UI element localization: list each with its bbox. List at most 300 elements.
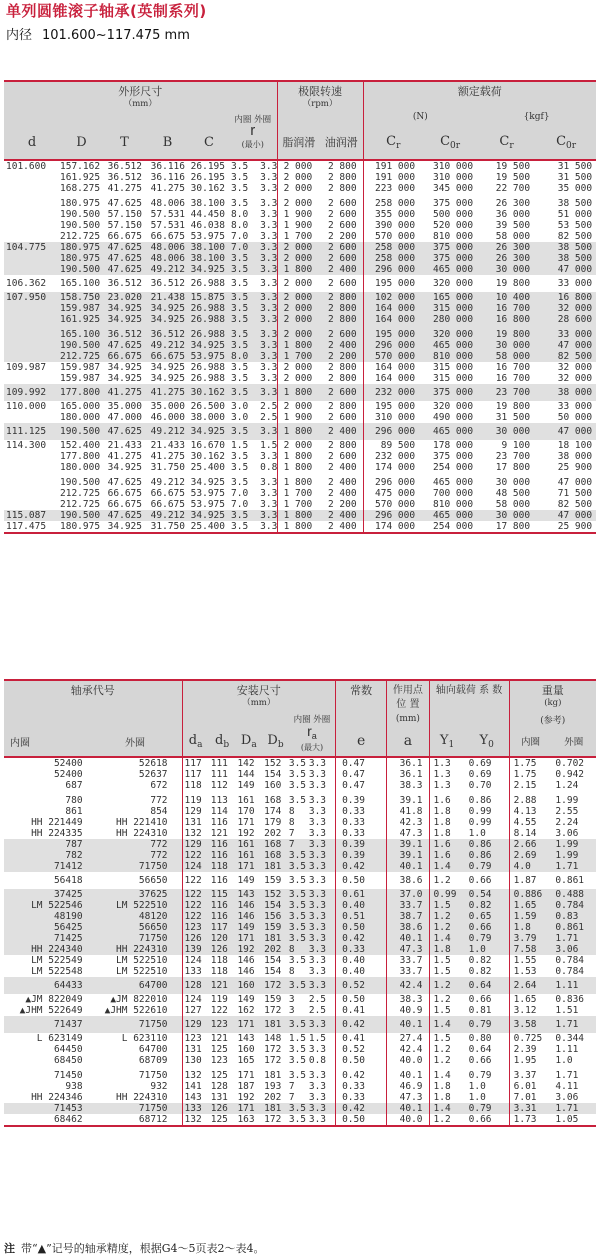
cell-c0k: 38 000 (536, 384, 596, 401)
code-title: 轴承代号 (4, 680, 182, 712)
cell-c0n: 315 000 (423, 303, 477, 314)
cell-c0n: 320 000 (433, 401, 474, 412)
cell-Db: 181 (262, 933, 289, 944)
cell-r1 (229, 253, 277, 264)
cell-crn: 296 000 (363, 423, 423, 440)
cell-B: 34.925 (150, 362, 185, 373)
cell-crn: 232 000 (363, 384, 423, 401)
cell-c0k: 53 500 (557, 220, 593, 231)
cell-in: 68462 (53, 1114, 83, 1125)
cell-r-inner: 3.5 (231, 253, 249, 264)
cell-c0n: 310 000 (433, 161, 474, 172)
cell-c0k: 47 000 (536, 264, 596, 275)
cell-y1: 1.8 (429, 828, 465, 839)
cell-Da: 162 (237, 1005, 255, 1016)
cell-r1 (289, 889, 336, 900)
cell-r-inner: 3.5 (231, 303, 249, 314)
cell-r-outer: 0.8 (260, 462, 278, 473)
cell-wi: 7.01 (509, 1092, 551, 1103)
table-row (4, 161, 596, 172)
cell-crn: 164 000 (363, 314, 423, 325)
load-unit-n: (N) (363, 109, 477, 125)
cell-crn: 310 000 (363, 412, 423, 423)
cell-Da: 192 (237, 828, 255, 839)
cell-y1: 1.5 (429, 1005, 465, 1016)
cell-r-inner: 3.5 (231, 510, 249, 521)
cell-da: 122 (182, 900, 209, 911)
table-row (4, 373, 596, 384)
cell-o: 2 600 (320, 329, 363, 340)
cell-T: 47.625 (103, 340, 146, 351)
cell-ra-inner: 3.5 (288, 1055, 307, 1066)
cell-out: 71750 (89, 1016, 182, 1033)
cell-c0n: 320 000 (423, 329, 477, 340)
cell-da: 117 (182, 769, 209, 780)
cell-B: 48.006 (146, 242, 189, 253)
cell-c0n: 178 000 (433, 440, 474, 451)
cell-o: 2 600 (320, 253, 363, 264)
cell-e: 0.47 (336, 769, 387, 780)
cell-d (4, 477, 60, 488)
cell-out: 68709 (138, 1055, 168, 1066)
table-row (4, 340, 596, 351)
cell-crk: 31 500 (495, 412, 531, 423)
cell-r1 (289, 944, 336, 955)
table-row (4, 795, 596, 806)
cell-T: 47.625 (107, 477, 142, 488)
cell-ra-inner: 3.5 (288, 911, 307, 922)
cell-r-outer: 3.3 (260, 264, 278, 275)
table-row (4, 872, 596, 889)
cell-ra-outer: 3.3 (308, 806, 327, 817)
cell-c0n: 465 000 (423, 340, 477, 351)
cell-Db: 168 (264, 795, 282, 806)
cell-ra-inner: 8 (288, 817, 295, 828)
cell-y1: 1.8 (429, 817, 465, 828)
cell-r-inner: 3.5 (231, 278, 249, 289)
cell-ra-outer: 1.5 (308, 1033, 327, 1044)
cell-e: 0.50 (336, 922, 387, 933)
cell-ra-inner: 3.5 (288, 861, 307, 872)
cell-out: 64700 (138, 1044, 168, 1055)
mounting-table (4, 679, 596, 1127)
cell-r-inner: 3.5 (231, 426, 249, 437)
cell-ra-outer: 3.3 (308, 828, 327, 839)
cell-D: 180.000 (60, 462, 101, 473)
cell-y0: 0.86 (468, 795, 492, 806)
cell-Db: 181 (262, 861, 289, 872)
cell-B: 57.531 (150, 220, 185, 231)
dimensions-table-header (4, 81, 596, 161)
cell-c0n: 345 000 (433, 183, 474, 194)
cell-r-inner: 8.0 (231, 220, 249, 231)
col-D: D (60, 125, 103, 159)
cell-g: 2 000 (277, 183, 320, 194)
cell-y0: 0.66 (468, 875, 492, 886)
cell-Da: 171 (235, 1016, 262, 1033)
cell-g: 2 000 (277, 440, 320, 451)
cell-y0: 0.79 (468, 1070, 492, 1081)
col-da: $d_a$ (182, 726, 209, 756)
cell-Da: 163 (237, 1114, 255, 1125)
table-row (4, 329, 596, 340)
load-point-unit: (mm) (387, 712, 429, 726)
table-row (4, 314, 596, 325)
cell-ra-inner: 3 (288, 994, 295, 1005)
cell-y1: 1.2 (429, 1044, 465, 1055)
cell-d: 111.125 (4, 423, 60, 440)
cell-e: 0.39 (336, 850, 387, 861)
cell-Db: 181 (262, 1103, 289, 1114)
cell-Db: 148 (264, 1033, 282, 1044)
table-row (4, 1114, 596, 1125)
cell-g: 1 800 (277, 264, 320, 275)
cell-c0k: 47 000 (557, 477, 593, 488)
cell-r1 (289, 795, 336, 806)
cell-crk: 58 000 (495, 231, 531, 242)
cell-D: 159.987 (60, 373, 101, 384)
cell-ra-inner: 3.5 (288, 758, 307, 769)
table-row (4, 183, 596, 194)
col-T: T (103, 125, 146, 159)
cell-D: 180.975 (60, 253, 103, 264)
cell-ra-inner: 3.5 (288, 1114, 307, 1125)
cell-r1 (289, 1055, 336, 1066)
cell-g: 2 000 (277, 198, 320, 209)
cell-crn: 195 000 (363, 401, 423, 412)
cell-Db: 174 (264, 806, 282, 817)
cell-crn: 296 000 (363, 477, 423, 488)
cell-y1: 1.3 (429, 780, 465, 791)
cell-e: 0.52 (336, 1044, 387, 1055)
cell-o: 2 400 (320, 510, 363, 521)
cell-ra-inner: 3 (288, 1005, 295, 1016)
speed-title: 极限转速 (298, 85, 343, 98)
cell-C: 26.500 (190, 401, 225, 412)
table-row (4, 1092, 596, 1103)
cell-Db: 181 (262, 1016, 289, 1033)
cell-y0: 1.0 (468, 1092, 486, 1103)
table-row (4, 911, 596, 922)
cell-d (4, 340, 60, 351)
cell-T: 66.675 (107, 231, 142, 242)
cell-Db: 168 (262, 839, 289, 850)
cell-c0k: 82 500 (557, 499, 593, 510)
cell-wo: 0.344 (555, 1033, 585, 1044)
cell-crk: 30 000 (477, 423, 536, 440)
cell-r-inner: 1.5 (231, 440, 249, 451)
cell-r1 (229, 172, 277, 183)
cell-wo: 0.784 (555, 966, 585, 977)
cell-ra-inner: 3.5 (288, 889, 307, 900)
cell-wi: 4.13 (509, 806, 551, 817)
cell-o: 2 800 (327, 183, 357, 194)
cell-e: 0.33 (336, 817, 387, 828)
cell-r1 (229, 423, 277, 440)
cell-d (4, 314, 60, 325)
col-c0r-kgf: $C_{0r}$ (536, 125, 596, 159)
cell-y1: 1.8 (429, 944, 465, 955)
cell-D: 180.975 (60, 521, 101, 532)
cell-db: 121 (209, 977, 236, 994)
cell-d (4, 488, 60, 499)
cell-da: 131 (182, 817, 209, 828)
cell-wi: 3.37 (509, 1070, 551, 1081)
cell-r-inner: 3.5 (231, 329, 249, 340)
cell-in: 787 (4, 839, 89, 850)
cell-r-inner: 3.5 (231, 264, 249, 275)
cell-D: 177.800 (60, 451, 101, 462)
cell-ra-outer: 3.3 (308, 861, 327, 872)
cell-r-inner: 3.5 (231, 362, 249, 373)
cell-B: 57.531 (150, 209, 185, 220)
cell-wi: 1.55 (509, 955, 551, 966)
cell-r1 (289, 1092, 336, 1103)
col-w-outer: 外圈 (551, 726, 596, 756)
table-row (4, 198, 596, 209)
cell-crk: 10 400 (477, 292, 536, 303)
cell-r-inner: 3.5 (231, 172, 249, 183)
cell-a: 27.4 (387, 1033, 429, 1044)
cell-D: 168.275 (60, 183, 101, 194)
cell-a: 46.9 (387, 1081, 429, 1092)
cell-crn: 258 000 (363, 253, 423, 264)
cell-da: 143 (182, 1092, 209, 1103)
cell-r-outer: 3.3 (260, 426, 278, 437)
cell-y1: 1.2 (429, 922, 465, 933)
r-min: (最小) (241, 140, 264, 149)
cell-wo: 1.71 (551, 933, 596, 944)
cell-e: 0.40 (336, 966, 387, 977)
cell-r-inner: 3.5 (231, 340, 249, 351)
cell-wo: 1.24 (555, 780, 579, 791)
table-row (4, 477, 596, 488)
cell-y1: 1.4 (429, 933, 465, 944)
cell-r-outer: 3.3 (260, 387, 278, 398)
cell-Da: 171 (237, 817, 255, 828)
cell-out: 48120 (89, 911, 182, 922)
cell-e: 0.40 (336, 955, 387, 966)
table-row (4, 806, 596, 817)
cell-da: 119 (182, 795, 209, 806)
table-row (4, 351, 596, 362)
cell-db: 123 (209, 1016, 236, 1033)
table-row (4, 209, 596, 220)
cell-r1 (229, 264, 277, 275)
cell-r-outer: 3.3 (260, 329, 278, 340)
cell-g: 2 000 (277, 401, 320, 412)
cell-c0k: 38 000 (557, 451, 593, 462)
cell-B: 36.512 (146, 329, 189, 340)
cell-B: 66.675 (146, 351, 189, 362)
cell-a: 42.4 (387, 977, 429, 994)
cell-y0: 0.64 (468, 1044, 492, 1055)
cell-r1 (229, 384, 277, 401)
cell-c0n: 254 000 (433, 462, 474, 473)
cell-y0: 0.66 (468, 1055, 492, 1066)
cell-wi: 1.75 (509, 758, 551, 769)
cell-c0k: 18 100 (557, 440, 593, 451)
cell-T: 47.625 (103, 253, 146, 264)
cell-ra-inner: 3.5 (288, 955, 307, 966)
table-row (4, 850, 596, 861)
cell-crn: 195 000 (363, 329, 423, 340)
cell-in: 52400 (53, 758, 83, 769)
cell-wi: 1.87 (509, 872, 551, 889)
cell-e: 0.33 (336, 944, 387, 955)
cell-y0: 0.54 (465, 889, 510, 900)
cell-y0: 0.66 (465, 922, 510, 933)
cell-d: 110.000 (6, 401, 47, 412)
cell-c0n: 165 000 (423, 292, 477, 303)
cell-r1 (289, 758, 336, 769)
cell-c0k: 33 000 (536, 329, 596, 340)
cell-da: 130 (182, 1055, 209, 1066)
col-db: $d_b$ (209, 726, 236, 756)
cell-o: 2 400 (327, 488, 357, 499)
cell-wo: 4.11 (555, 1081, 579, 1092)
cell-g: 1 700 (277, 499, 320, 510)
cell-a: 40.1 (387, 1103, 429, 1114)
cell-o: 2 800 (320, 292, 363, 303)
cell-db: 125 (210, 1114, 228, 1125)
cell-y1: 1.6 (429, 839, 465, 850)
cell-c0n: 315 000 (433, 373, 474, 384)
cell-ra-inner: 3.5 (288, 1044, 307, 1055)
table-row (4, 231, 596, 242)
cell-da: 133 (182, 966, 209, 977)
col-y1: $Y_1$ (429, 726, 465, 756)
cell-db: 116 (209, 839, 236, 850)
cell-c0n: 375 000 (423, 384, 477, 401)
cell-wo: 0.488 (551, 889, 596, 900)
cell-out: 71750 (89, 933, 182, 944)
cell-r1 (289, 1033, 336, 1044)
cell-da: 118 (182, 780, 209, 791)
cell-d (4, 198, 60, 209)
cell-c0k: 82 500 (557, 231, 593, 242)
cell-y1: 1.4 (429, 861, 465, 872)
cell-crk: 19 500 (495, 172, 531, 183)
cell-e: 0.40 (336, 900, 387, 911)
cell-c0n: 700 000 (433, 488, 474, 499)
dims-title: 外形尺寸 (118, 85, 163, 98)
cell-y0: 1.0 (465, 944, 510, 955)
table-row (4, 499, 596, 510)
cell-ra-outer: 3.3 (308, 889, 327, 900)
cell-y0: 0.65 (465, 911, 510, 922)
cell-r-outer: 3.3 (260, 292, 278, 303)
cell-out: 854 (150, 806, 168, 817)
cell-g: 1 700 (277, 351, 320, 362)
cell-e: 0.39 (336, 795, 387, 806)
cell-T: 57.150 (107, 209, 142, 220)
cell-ra-outer: 3.3 (308, 922, 327, 933)
cell-D: 165.000 (60, 401, 101, 412)
cell-wi: 2.15 (509, 780, 551, 791)
cell-db: 116 (209, 900, 236, 911)
cell-y0: 0.86 (465, 839, 510, 850)
cell-ra-outer: 3.3 (308, 839, 327, 850)
cell-d (4, 329, 60, 340)
cell-db: 120 (209, 933, 236, 944)
cell-y1: 1.8 (429, 806, 465, 817)
cell-Da: 171 (235, 861, 262, 872)
cell-y0: 0.82 (468, 966, 492, 977)
cell-crk: 9 100 (501, 440, 531, 451)
cell-da: 117 (182, 758, 209, 769)
cell-r1 (229, 499, 277, 510)
cell-wi: 6.01 (509, 1081, 551, 1092)
cell-ra-outer: 3.3 (308, 1081, 327, 1092)
cell-C: 46.038 (190, 220, 225, 231)
table-row (4, 384, 596, 401)
cell-e: 0.33 (336, 1081, 387, 1092)
table-row (4, 1033, 596, 1044)
cell-r-inner: 3.0 (231, 412, 249, 423)
cell-crk: 19 800 (495, 401, 531, 412)
cell-r1 (229, 220, 277, 231)
cell-C: 38.000 (190, 412, 225, 423)
cell-r1 (289, 861, 336, 872)
cell-y1: 1.6 (429, 850, 465, 861)
cell-T: 34.925 (107, 462, 142, 473)
cell-db: 116 (209, 911, 236, 922)
cell-in: L 623149 (36, 1033, 83, 1044)
cell-crn: 390 000 (363, 220, 423, 231)
load-unit-kgf: {kgf} (477, 109, 596, 125)
col-d: d (4, 125, 60, 159)
cell-da: 124 (182, 861, 209, 872)
cell-a: 41.8 (387, 806, 429, 817)
mounting-table-body (4, 758, 596, 1126)
cell-r1 (229, 242, 277, 253)
table-row (4, 264, 596, 275)
cell-Da: 170 (237, 806, 255, 817)
cell-wi: 8.14 (509, 828, 551, 839)
cell-wi: 4.0 (509, 861, 551, 872)
cell-D: 158.750 (60, 292, 103, 303)
cell-y1: 1.4 (429, 1016, 465, 1033)
cell-g: 1 800 (277, 423, 320, 440)
cell-o: 2 400 (327, 477, 357, 488)
cell-r-inner: 3.5 (231, 462, 249, 473)
cell-ra-inner: 7 (288, 1092, 295, 1103)
cell-T: 66.675 (103, 351, 146, 362)
cell-c0n: 375 000 (423, 242, 477, 253)
cell-e: 0.52 (336, 977, 387, 994)
cell-r1 (289, 806, 336, 817)
cell-r1 (229, 373, 277, 384)
cell-r1 (229, 451, 277, 462)
cell-e: 0.50 (336, 872, 387, 889)
cell-Db: 159 (264, 875, 282, 886)
cell-B: 48.006 (146, 253, 189, 264)
cell-r-inner: 3.5 (231, 521, 249, 532)
cell-T: 36.512 (107, 172, 142, 183)
cell-g: 2 000 (277, 303, 320, 314)
cell-wi: 7.58 (509, 944, 551, 955)
cell-y0: 0.81 (468, 1005, 492, 1016)
cell-B: 31.750 (150, 521, 185, 532)
cell-T: 41.275 (107, 183, 142, 194)
cell-T: 41.275 (103, 384, 146, 401)
weight-unit: (kg) (544, 698, 562, 708)
cell-db: 117 (209, 922, 236, 933)
cell-r-inner: 3.5 (231, 198, 249, 209)
cell-ra-inner: 3.5 (288, 1103, 307, 1114)
cell-Da: 171 (237, 1070, 255, 1081)
